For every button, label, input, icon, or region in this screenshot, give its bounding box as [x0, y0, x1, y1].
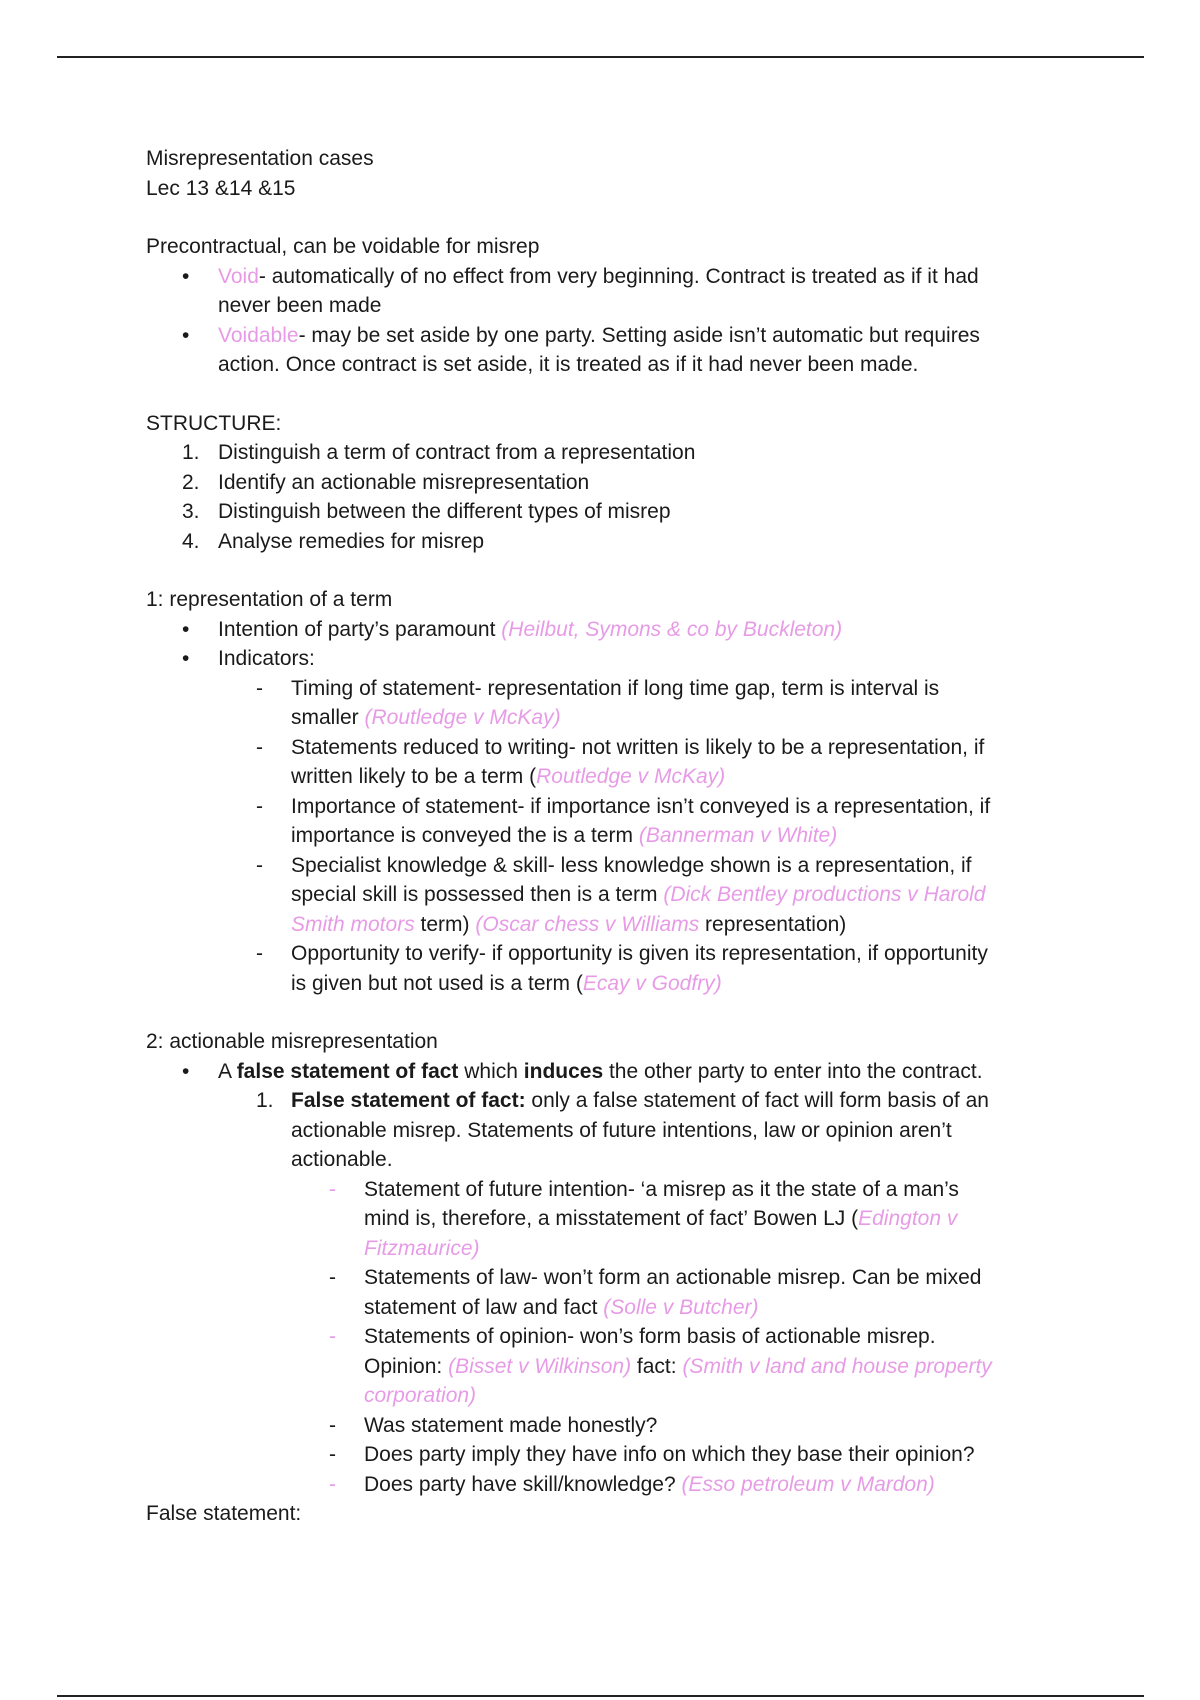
- structure-item: 3. Distinguish between the different types of misrep: [182, 500, 671, 523]
- intro-heading: Precontractual, can be voidable for misrep: [146, 235, 540, 258]
- false-statement-heading: False statement:: [146, 1502, 302, 1525]
- dash-marker: -: [329, 1472, 336, 1496]
- document-page: Misrepresentation cases Lec 13 &14 &15 Precontractual, can be voidable for misrep • Void- automatically of no effect from very beginning. Contract is treated as if it had never been made • Voidable- may be set aside by one party. Setting aside isn’t automatic but requires action. Once contract is set aside, it is treated as if it had never been made. STRUCTURE: 1. Distinguish a term of contract from a representation 2. Identify an actionable misrepresentation 3. Distinguish between the different types of misrep 4. Analyse remedies for misrep 1: representation of a term • Intention of party’s paramount (Heilbut, Symons & co by Buckleton) • Indicators: - Timing of statement- representation if long time gap, term is interval is smaller (Routledge v McKay) - Statements reduced to writing- not written is likely to be a representation, if written likely to be a term (Routledge v McKay) - Importance of statement- if importance isn’t conveyed is a representation, if importance is conveyed the is a term (Bannerman v White) - Specialist knowledge & skill- less knowledge shown is a representation, if special skill is possessed then is a term (Dick Bentley productions v Harold Smith motors term) (Oscar chess v Williams representation) - Opportunity to verify- if opportunity is given its representation, if opportunity is given but not used is a term (Ecay v Godfry) 2: actionable misrepresentation • A false statement of fact which induces the other party to enter into the contract. 1. False statement of fact: only a false statement of fact will form basis of an actionable misrep. Statements of future intentions, law or opinion aren’t actionable. - Statement of future intention- ‘a misrep as it the state of a man’s mind is, therefore, a misstatement of fact’ Bowen LJ (Edington v Fitzmaurice) - Statements of law- won’t form an actionable misrep. Can be mixed statement of law and fact (Solle v Butcher) - Statements of opinion- won’s form basis of actionable misrep. Opinion: (Bisset v Wilkinson) fact: (Smith v land and house property corporation) - Was statement made honestly? - Does party imply they have info on which they base their opinion? - Does party have skill/knowledge? (Esso petroleum v Mardon) False statement:: [146, 144, 1076, 1529]
- case-citation: corporation): [364, 1384, 477, 1407]
- definition-bullet: • A false statement of fact which induces the other party to enter into the contract.: [146, 1057, 1076, 1087]
- case-citation: (Dick Bentley productions v Harold: [663, 883, 986, 906]
- structure-item: 2. Identify an actionable misrepresentation: [182, 470, 590, 494]
- case-citation: Routledge v McKay): [536, 765, 726, 788]
- opinion-item: - Statements of opinion- won’s form basis of actionable misrep.: [146, 1322, 1076, 1352]
- voidable-continuation: action. Once contract is set aside, it is treated as if it had never been made.: [218, 353, 919, 376]
- case-citation: Ecay v Godfry): [582, 971, 722, 995]
- honesty-question: - Was statement made honestly?: [146, 1411, 1076, 1441]
- structure-heading: STRUCTURE:: [146, 411, 282, 435]
- intention-bullet: • Intention of party’s paramount (Heilbut, Symons & co by Buckleton): [146, 615, 1076, 645]
- voidable-bullet: • Voidable- may be set aside by one party. Setting aside isn’t automatic but requires: [146, 321, 1076, 351]
- dash-marker: -: [329, 1413, 336, 1437]
- structure-item: 4. Analyse remedies for misrep: [182, 529, 485, 553]
- dash-marker: -: [329, 1177, 336, 1201]
- dash-marker: -: [256, 735, 263, 759]
- dash-marker: -: [256, 676, 263, 700]
- void-continuation: never been made: [218, 294, 382, 317]
- dash-marker: -: [329, 1325, 336, 1348]
- case-citation: (Heilbut, Symons & co by Buckleton): [501, 617, 843, 641]
- dash-marker: -: [256, 853, 263, 877]
- timing-item: - Timing of statement- representation if long time gap, term is interval is: [146, 674, 1076, 704]
- dash-marker: -: [329, 1443, 336, 1466]
- voidable-term: Voidable: [218, 323, 299, 347]
- top-rule: [57, 56, 1144, 58]
- section2-heading: 2: actionable misrepresentation: [146, 1030, 438, 1053]
- indicators-bullet: • Indicators:: [146, 644, 1076, 674]
- bullet-marker: •: [182, 617, 190, 641]
- void-bullet: • Void- automatically of no effect from very beginning. Contract is treated as if it had: [146, 262, 1076, 292]
- case-citation: (Routledge v McKay): [364, 706, 561, 729]
- case-citation: Smith motors: [291, 912, 415, 936]
- section1-heading: 1: representation of a term: [146, 588, 393, 611]
- importance-item: - Importance of statement- if importance isn’t conveyed is a representation, if: [146, 792, 1076, 822]
- verify-item: - Opportunity to verify- if opportunity is given its representation, if opportunity: [146, 939, 1076, 969]
- dash-marker: -: [329, 1266, 336, 1289]
- info-question: - Does party imply they have info on which they base their opinion?: [146, 1440, 1076, 1470]
- doc-title: Misrepresentation cases: [146, 147, 374, 170]
- bottom-rule: [57, 1695, 1144, 1697]
- law-item: - Statements of law- won’t form an actionable misrep. Can be mixed: [146, 1263, 1076, 1293]
- bullet-marker: •: [182, 264, 190, 288]
- case-citation: (Bannerman v White): [638, 824, 838, 847]
- false-statement-item: 1. False statement of fact: only a false statement of fact will form basis of an: [256, 1089, 989, 1112]
- dash-marker: -: [256, 794, 263, 818]
- specialist-item: - Specialist knowledge & skill- less knowledge shown is a representation, if: [146, 851, 1076, 881]
- case-citation: Fitzmaurice): [364, 1236, 480, 1260]
- bullet-marker: •: [182, 647, 190, 670]
- bullet-marker: •: [182, 323, 190, 347]
- case-citation: (Bisset v Wilkinson): [448, 1354, 632, 1378]
- future-intention-item: - Statement of future intention- ‘a misrep as it the state of a man’s: [146, 1175, 1076, 1205]
- void-term: Void: [218, 264, 259, 288]
- case-citation: (Oscar chess v Williams: [475, 912, 700, 936]
- case-citation: (Esso petroleum v Mardon): [681, 1472, 935, 1496]
- case-citation: (Solle v Butcher): [603, 1295, 759, 1319]
- writing-item: - Statements reduced to writing- not written is likely to be a representation, if: [146, 733, 1076, 763]
- structure-item: 1. Distinguish a term of contract from a representation: [182, 441, 696, 464]
- case-citation: (Smith v land and house property: [682, 1354, 992, 1378]
- bullet-marker: •: [182, 1059, 190, 1083]
- skill-question: - Does party have skill/knowledge? (Esso petroleum v Mardon): [146, 1470, 1076, 1500]
- lecture-numbers: Lec 13 &14 &15: [146, 176, 296, 200]
- case-citation: Edington v: [858, 1207, 958, 1230]
- dash-marker: -: [256, 942, 263, 965]
